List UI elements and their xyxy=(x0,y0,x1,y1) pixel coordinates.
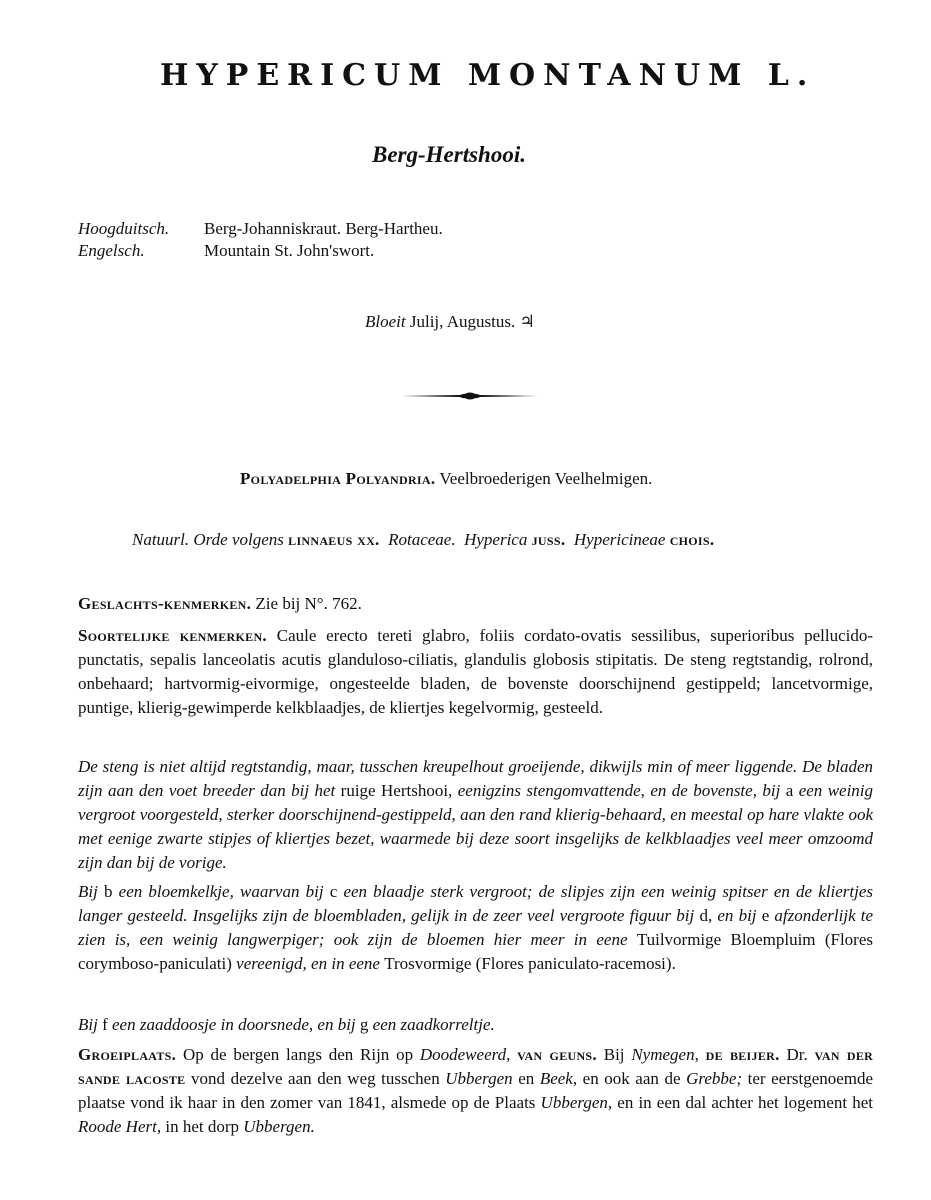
place-name: Doodeweerd, xyxy=(419,1045,511,1064)
class-dutch: Veelbroederigen Veelhelmigen. xyxy=(439,469,653,488)
place-name: Beek, xyxy=(539,1069,578,1088)
text-span: een bloemkelkje, waarvan bij xyxy=(118,882,324,901)
linnaean-classification xyxy=(240,469,652,489)
language-label: Engelsch. xyxy=(78,241,145,260)
rotaceae: Rotaceae. xyxy=(388,530,456,549)
section-label: Soortelijke kenmerken. xyxy=(78,626,267,645)
class-name: Polyadelphia Polyandria. xyxy=(240,469,436,488)
place-name: Grebbe; xyxy=(686,1069,743,1088)
text-span: en ook aan de xyxy=(582,1069,681,1088)
section-label: Geslachts-kenmerken. xyxy=(78,594,252,613)
species-characters xyxy=(78,624,873,720)
text-span: Bij xyxy=(78,882,98,901)
genus-characters xyxy=(78,592,873,616)
text-span: ter eerstgenoemde plaatse vond ik haar in den zomer van 1841, alsmede op de Plaats xyxy=(78,1069,874,1112)
name-value: Mountain St. John'swort. xyxy=(204,241,375,260)
hyperica: Hyperica xyxy=(464,530,528,549)
text-span: ruige Hertshooi, xyxy=(340,781,453,800)
section-text: Caule erecto tereti glabro, foliis cordato-ovatis sessilibus, superioribus pellucido-punctatis, sepalis lanceolatis acutis glanduloso-ciliatis, glandulis globosis stipitatis. De steng regtstandig, rolrond, onbehaard; hartvormig-eivormige, ongesteelde bladen, de bovenste doorschijnend gestippeld; lancetvormige, puntige, klierig-gewimperde kelkblaadjes, de kliertjes kegelvormig, gesteeld. xyxy=(78,626,874,717)
text-span: Op de bergen langs den Rijn op xyxy=(182,1045,414,1064)
bloom-months: Julij, Augustus. xyxy=(409,312,516,331)
text-span: in het dorp xyxy=(165,1117,239,1136)
figure-ref: d, xyxy=(699,906,713,925)
hypericineae: Hypericineae xyxy=(573,530,666,549)
place-name: Ubbergen, xyxy=(540,1093,613,1112)
observation-paragraph xyxy=(78,755,873,875)
juss-ref: juss. xyxy=(531,530,566,549)
text-span: Dr. xyxy=(786,1045,808,1064)
text-span: afzonderlijk te zien is, een weinig langwerpiger; ook zijn de bloemen hier meer in eene xyxy=(78,906,874,949)
figure-ref: g xyxy=(359,1015,369,1034)
text-span: een zaadkorreltje. xyxy=(372,1015,495,1034)
place-name: Nymegen, xyxy=(631,1045,699,1064)
perennial-symbol: ♃ xyxy=(519,312,535,331)
vernacular-names xyxy=(78,218,443,262)
natural-order xyxy=(132,530,714,550)
text-span: Bij xyxy=(78,1015,98,1034)
collector-name: van geuns. xyxy=(517,1045,597,1064)
ornament-divider xyxy=(400,388,540,404)
text-span: eenigzins stengomvattende, en de bovenste, bij xyxy=(457,781,781,800)
place-name: Roode Hert, xyxy=(78,1117,162,1136)
text-span: en bij xyxy=(717,906,757,925)
text-span: een weinig vergroot voorgesteld, sterker doorschijnend-gestippeld, aan den rand klierig-behaard, en meestal op hare vlakte ook met eenige zwarte stipjes of kliertjes bezet, waarmede bij deze soort insgelijks de kelkblaadjes veel meer omzoomd zijn dan bij de vorige. xyxy=(78,781,874,872)
language-label: Hoogduitsch. xyxy=(78,219,170,238)
name-row-german xyxy=(78,218,443,240)
collector-name: van der sande lacoste xyxy=(78,1045,874,1088)
place-name: Ubbergen xyxy=(445,1069,513,1088)
text-span: De steng is niet altijd regtstandig, maar, tusschen kreupelhout groeijende, dikwijls min of meer liggende. De bladen zijn aan den voet breeder dan bij het xyxy=(78,757,873,800)
dutch-name: Berg-Hertshooi. xyxy=(372,142,526,167)
habitat-paragraph xyxy=(78,1043,873,1139)
observation-paragraph xyxy=(78,880,873,976)
observation-paragraph xyxy=(78,1013,873,1037)
flowering-time xyxy=(365,312,535,332)
name-row-english xyxy=(78,240,443,262)
section-label: Groeiplaats. xyxy=(78,1045,177,1064)
figure-ref: e xyxy=(761,906,770,925)
text-span: vereenigd, en in eene xyxy=(236,954,380,973)
chois-ref: chois. xyxy=(669,530,715,549)
text-span: een blaadje sterk vergroot; de slipjes zijn een weinig spitser en de kliertjes langer gesteeld. Insgelijks zijn de bloembladen, gelijk in de zeer veel vergroote figuur bij xyxy=(78,882,874,925)
text-span: Tuilvormige Bloempluim (Flores corymboso-paniculati) xyxy=(78,930,874,973)
figure-ref: b xyxy=(104,882,113,901)
section-text: Zie bij N°. 762. xyxy=(255,594,362,613)
text-span: Trosvormige (Flores paniculato-racemosi). xyxy=(384,954,676,973)
page-title: HYPERICUM MONTANUM L. xyxy=(160,58,816,93)
figure-ref: f xyxy=(102,1015,108,1034)
text-span: vond dezelve aan den weg tusschen xyxy=(191,1069,440,1088)
bloom-label: Bloeit xyxy=(365,312,406,331)
name-value: Berg-Johanniskraut. Berg-Hartheu. xyxy=(204,219,443,238)
figure-ref: a xyxy=(785,781,794,800)
text-span: en in een dal achter het logement het xyxy=(617,1093,874,1112)
text-span: en xyxy=(518,1069,535,1088)
linnaeus-ref: linnaeus xx. xyxy=(288,530,380,549)
collector-name: de beijer. xyxy=(705,1045,780,1064)
figure-ref: c xyxy=(329,882,338,901)
orde-intro: Natuurl. Orde volgens xyxy=(132,530,284,549)
place-name: Ubbergen. xyxy=(243,1117,315,1136)
text-span: een zaaddoosje in doorsnede, en bij xyxy=(112,1015,356,1034)
text-span: Bij xyxy=(603,1045,625,1064)
